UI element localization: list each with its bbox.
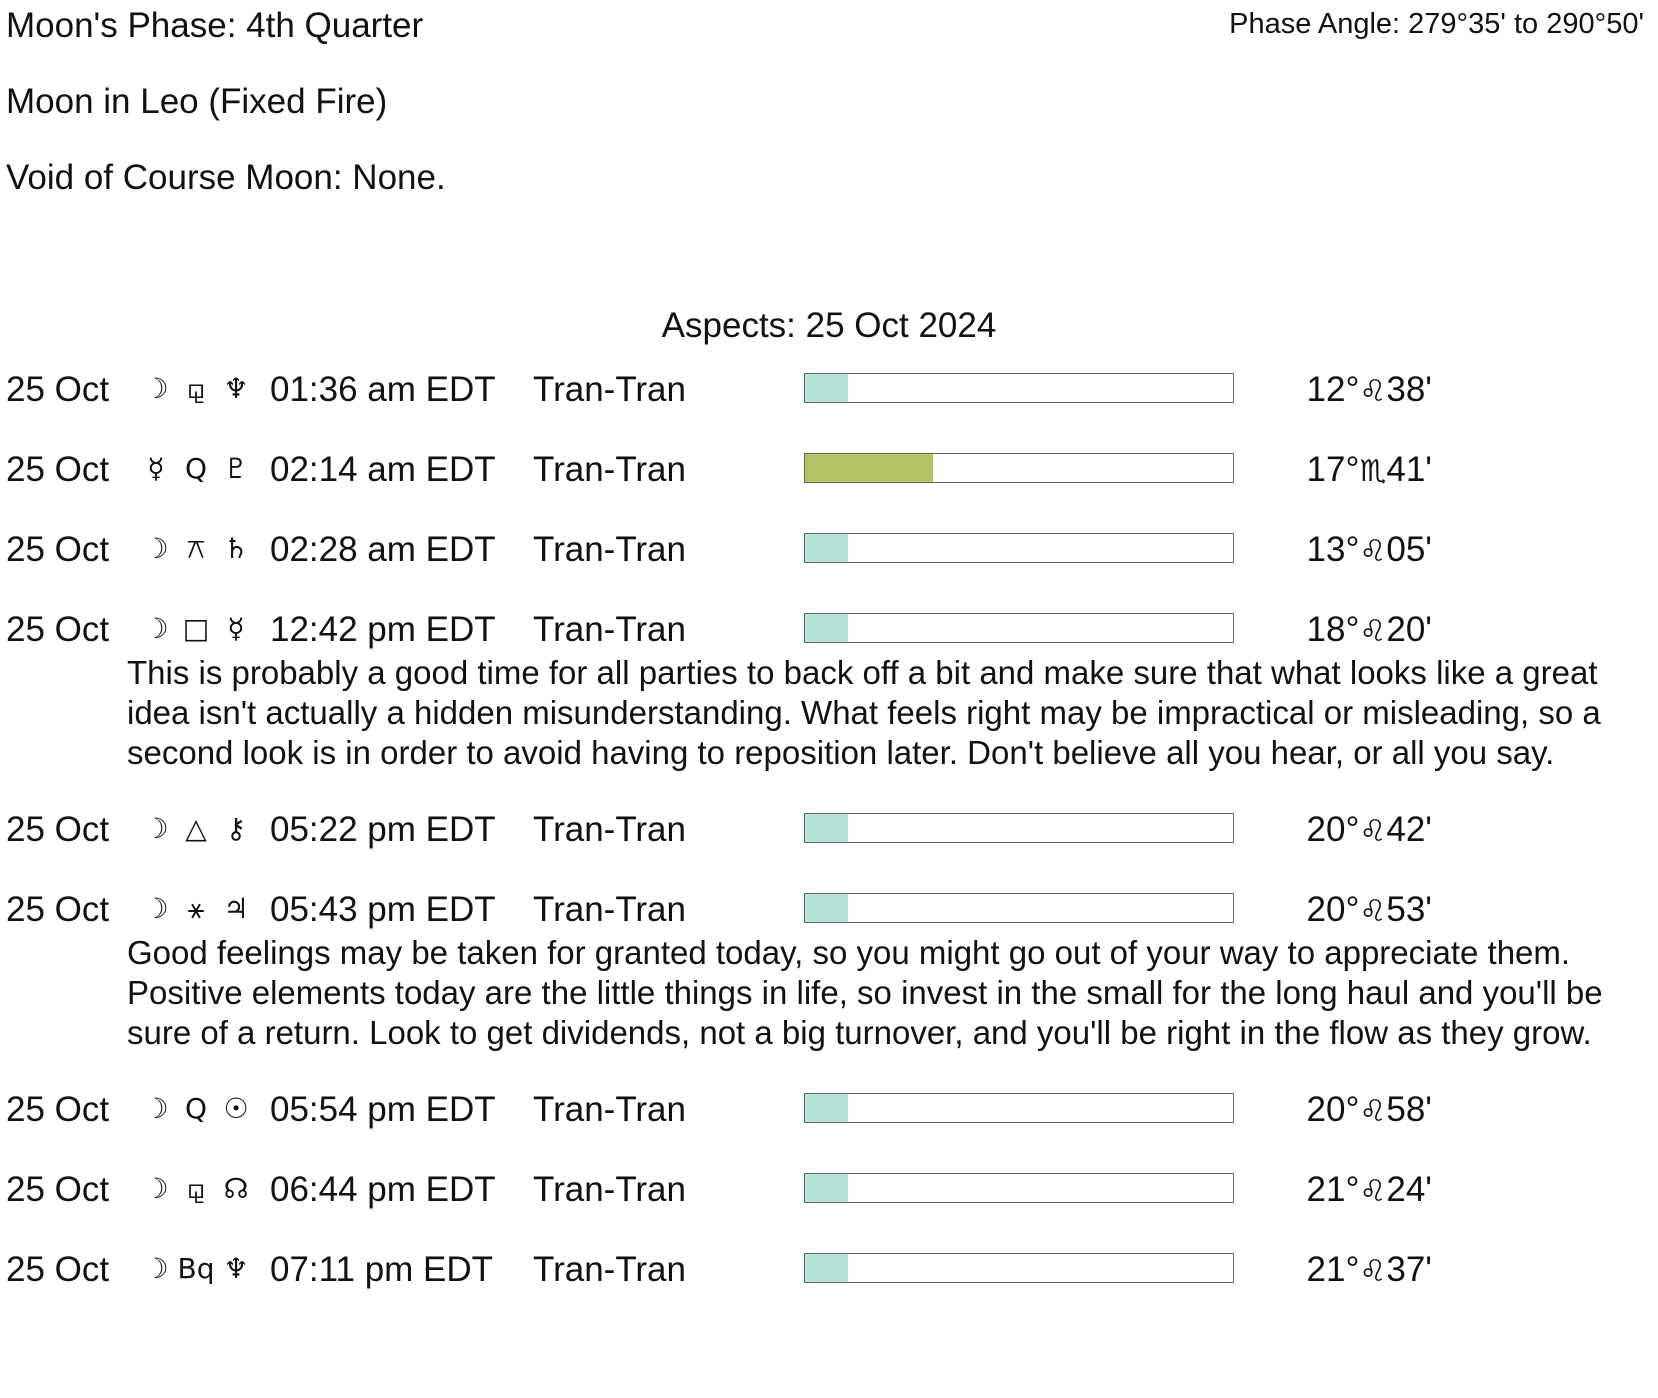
position-degree: 20° [1306, 890, 1360, 929]
row-gap [0, 853, 1658, 890]
aspect-glyphs [136, 892, 256, 926]
aspect-date: 25 Oct [6, 370, 110, 409]
moon-sign: Moon in Leo (Fixed Fire) [6, 82, 388, 121]
planet2-icon: ☿ [227, 612, 245, 645]
planet2-icon: ☊ [223, 1172, 249, 1205]
aspect-relation: Tran-Tran [533, 450, 686, 489]
aspect-position [1307, 890, 1432, 930]
aspect-icon: ⚼ [186, 372, 206, 405]
aspect-glyphs [136, 1172, 256, 1206]
aspect-row [0, 1090, 1658, 1133]
strength-fill [805, 1254, 848, 1282]
strength-fill [805, 1174, 848, 1202]
aspect-icon: ⚹ [187, 892, 205, 925]
zodiac-sign-icon: ♌ [1359, 1174, 1387, 1209]
zodiac-sign-icon: ♌ [1359, 374, 1387, 409]
strength-fill [805, 814, 848, 842]
planet1-icon: ☽ [143, 612, 169, 645]
strength-bar [804, 533, 1234, 563]
aspect-position [1307, 530, 1432, 570]
row-gap [0, 493, 1658, 530]
aspect-row [0, 610, 1658, 653]
aspect-time: 12:42 pm EDT [270, 610, 496, 649]
aspect-interpretation: Good feelings may be taken for granted today, so you might go out of your way to appreciate them. Positive elements today are the little things in life, so invest in the small for the long haul and you'll be sure of a return. Look to get dividends, not a big turnover, and you'll be right in the flow as they grow. [127, 934, 1603, 1051]
strength-bar [804, 1253, 1234, 1283]
zodiac-sign-icon: ♌ [1359, 1094, 1387, 1129]
aspects-title: Aspects: 25 Oct 2024 [661, 306, 997, 345]
aspect-list [0, 370, 1658, 1293]
aspect-row [0, 450, 1658, 493]
aspect-time: 02:28 am EDT [270, 530, 496, 569]
strength-bar [804, 373, 1234, 403]
aspect-relation: Tran-Tran [533, 810, 686, 849]
aspect-date: 25 Oct [6, 810, 110, 849]
aspect-icon: Q [184, 452, 208, 485]
row-gap [0, 1213, 1658, 1250]
planet1-icon: ☽ [143, 372, 169, 405]
position-minute: 41' [1386, 450, 1432, 489]
aspect-icon: □ [182, 612, 210, 645]
aspect-date: 25 Oct [6, 450, 110, 489]
phase-angle: Phase Angle: 279°35' to 290°50' [1229, 8, 1644, 40]
aspect-row [0, 890, 1658, 933]
strength-bar [804, 813, 1234, 843]
row-gap [0, 413, 1658, 450]
strength-fill [805, 454, 933, 482]
row-gap [0, 773, 1658, 810]
aspect-relation: Tran-Tran [533, 1090, 686, 1129]
aspect-relation: Tran-Tran [533, 1170, 686, 1209]
aspect-relation: Tran-Tran [533, 610, 686, 649]
aspect-date: 25 Oct [6, 1250, 110, 1289]
aspect-time: 06:44 pm EDT [270, 1170, 496, 1209]
aspect-row [0, 1250, 1658, 1293]
planet1-icon: ☽ [143, 1092, 169, 1125]
aspect-icon: Bq [177, 1252, 215, 1285]
planet1-icon: ☽ [143, 1252, 169, 1285]
aspect-time: 02:14 am EDT [270, 450, 496, 489]
position-degree: 17° [1306, 450, 1360, 489]
planet1-icon: ☽ [143, 1172, 169, 1205]
aspect-row [0, 1170, 1658, 1213]
strength-bar [804, 613, 1234, 643]
aspect-position [1307, 1250, 1432, 1290]
zodiac-sign-icon: ♌ [1359, 894, 1387, 929]
position-minute: 38' [1386, 370, 1432, 409]
row-gap [0, 573, 1658, 610]
aspect-glyphs [136, 1252, 256, 1285]
strength-bar [804, 893, 1234, 923]
planet2-icon: ♆ [223, 1252, 249, 1285]
position-minute: 42' [1386, 810, 1432, 849]
aspect-position [1307, 370, 1432, 410]
aspect-row [0, 810, 1658, 853]
aspect-icon: ⚼ [186, 1172, 206, 1205]
position-degree: 12° [1306, 370, 1360, 409]
aspect-interpretation: This is probably a good time for all parties to back off a bit and make sure that what looks like a great idea isn't actually a hidden misunderstanding. What feels right may be impractical or misleading, so a second look is in order to avoid having to reposition later. Don't believe all you hear, or all you say. [127, 654, 1601, 771]
strength-fill [805, 614, 848, 642]
aspect-position [1307, 810, 1432, 850]
row-gap [0, 1053, 1658, 1090]
zodiac-sign-icon: ♏ [1359, 454, 1387, 489]
planet2-icon: ☉ [223, 1092, 249, 1125]
position-degree: 21° [1306, 1250, 1360, 1289]
strength-fill [805, 534, 848, 562]
position-degree: 20° [1306, 810, 1360, 849]
zodiac-sign-icon: ♌ [1359, 1254, 1387, 1289]
aspect-time: 05:54 pm EDT [270, 1090, 496, 1129]
position-minute: 53' [1386, 890, 1432, 929]
planet2-icon: ♄ [223, 532, 249, 565]
planet1-icon: ☽ [143, 532, 169, 565]
position-minute: 37' [1386, 1250, 1432, 1289]
moon-phase: Moon's Phase: 4th Quarter [6, 6, 424, 45]
strength-bar [804, 1093, 1234, 1123]
planet2-icon: ♇ [223, 452, 249, 485]
position-minute: 24' [1386, 1170, 1432, 1209]
strength-bar [804, 453, 1234, 483]
planet2-icon: ♆ [223, 372, 249, 405]
aspect-icon: Q [184, 1092, 208, 1125]
strength-fill [805, 894, 848, 922]
position-degree: 13° [1306, 530, 1360, 569]
aspect-icon: ⚻ [186, 532, 206, 565]
aspect-relation: Tran-Tran [533, 370, 686, 409]
aspect-position [1307, 1090, 1432, 1130]
aspect-date: 25 Oct [6, 610, 110, 649]
position-degree: 18° [1306, 610, 1360, 649]
row-gap [0, 1133, 1658, 1170]
zodiac-sign-icon: ♌ [1359, 534, 1387, 569]
planet2-icon: ⚷ [225, 812, 247, 845]
position-degree: 21° [1306, 1170, 1360, 1209]
aspect-glyphs [136, 452, 256, 485]
position-minute: 05' [1386, 530, 1432, 569]
aspect-date: 25 Oct [6, 1090, 110, 1129]
aspect-icon: △ [185, 812, 207, 845]
position-degree: 20° [1306, 1090, 1360, 1129]
aspect-glyphs [136, 372, 256, 406]
aspect-time: 01:36 am EDT [270, 370, 496, 409]
aspect-row [0, 370, 1658, 413]
zodiac-sign-icon: ♌ [1359, 814, 1387, 849]
aspect-date: 25 Oct [6, 890, 110, 929]
position-minute: 20' [1386, 610, 1432, 649]
aspect-time: 05:22 pm EDT [270, 810, 496, 849]
position-minute: 58' [1386, 1090, 1432, 1129]
aspect-position [1307, 1170, 1432, 1210]
strength-bar [804, 1173, 1234, 1203]
aspect-row [0, 530, 1658, 573]
aspect-position [1307, 610, 1432, 650]
aspect-relation: Tran-Tran [533, 890, 686, 929]
strength-fill [805, 1094, 848, 1122]
strength-fill [805, 374, 848, 402]
zodiac-sign-icon: ♌ [1359, 614, 1387, 649]
aspect-glyphs [136, 1092, 256, 1125]
aspect-glyphs [136, 532, 256, 566]
aspect-position [1307, 450, 1432, 490]
aspect-date: 25 Oct [6, 1170, 110, 1209]
aspect-relation: Tran-Tran [533, 530, 686, 569]
planet1-icon: ☽ [143, 892, 169, 925]
aspect-glyphs [136, 812, 256, 845]
aspect-time: 05:43 pm EDT [270, 890, 496, 929]
aspect-time: 07:11 pm EDT [270, 1250, 494, 1289]
aspect-glyphs [136, 612, 256, 645]
planet1-icon: ☿ [147, 452, 165, 485]
aspect-relation: Tran-Tran [533, 1250, 686, 1289]
planet2-icon: ♃ [223, 892, 249, 925]
aspect-date: 25 Oct [6, 530, 110, 569]
void-of-course: Void of Course Moon: None. [6, 158, 446, 197]
planet1-icon: ☽ [143, 812, 169, 845]
